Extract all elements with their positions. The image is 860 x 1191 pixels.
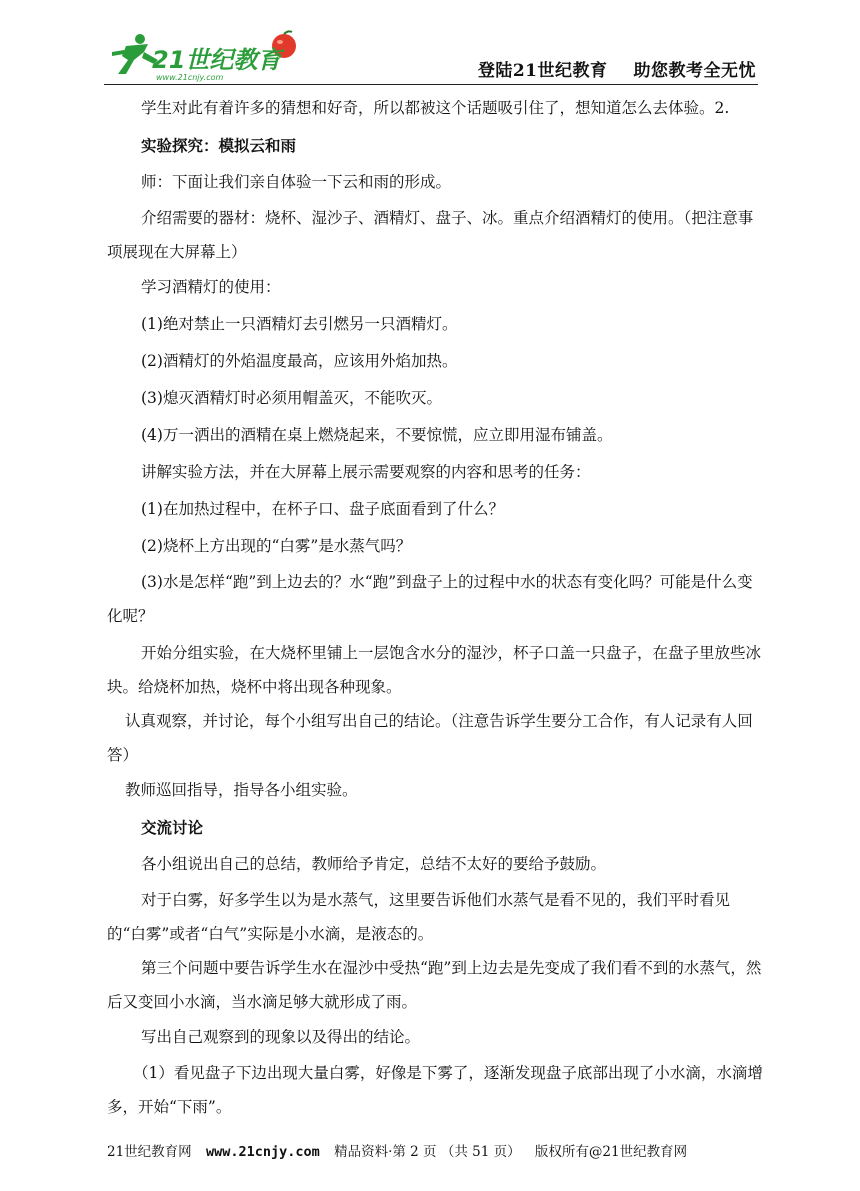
footer-site: 21世纪教育网 bbox=[107, 1144, 192, 1160]
list-item: (2)烧杯上方出现的“白雾”是水蒸气吗？ bbox=[141, 537, 412, 555]
paragraph: 介绍需要的器材：烧杯、湿沙子、酒精灯、盘子、冰。重点介绍酒精灯的使用。（把注意事项展现在大屏幕上） bbox=[107, 209, 754, 261]
footer-page-info: 精品资料·第 2 页 （共 51 页） bbox=[334, 1144, 521, 1160]
paragraph: 教师巡回指导，指导各小组实验。 bbox=[125, 781, 358, 799]
header-login-text: 登陆21世纪教育 bbox=[477, 61, 608, 81]
list-item: (2)酒精灯的外焰温度最高，应该用外焰加热。 bbox=[141, 352, 458, 370]
paragraph: 讲解实验方法，并在大屏幕上展示需要观察的内容和思考的任务： bbox=[141, 463, 591, 481]
paragraph: 写出自己观察到的现象以及得出的结论。 bbox=[141, 1028, 421, 1046]
site-logo[interactable] bbox=[104, 30, 304, 82]
footer-copyright: 版权所有@21世纪教育网 bbox=[534, 1144, 688, 1160]
section-heading: 交流讨论 bbox=[141, 818, 204, 837]
header-title bbox=[478, 56, 756, 81]
list-item: (4)万一洒出的酒精在桌上燃烧起来，不要惊慌，应立即用湿布铺盖。 bbox=[141, 426, 613, 444]
page-footer bbox=[107, 1140, 697, 1160]
list-item: (1)绝对禁止一只酒精灯去引燃另一只酒精灯。 bbox=[141, 315, 458, 333]
section-heading: 实验探究：模拟云和雨 bbox=[141, 136, 297, 155]
svg-text:www.21cnjy.com: www.21cnjy.com bbox=[156, 73, 224, 82]
list-item: （1）看见盘子下边出现大量白雾，好像是下雾了，逐渐发现盘子底部出现了小水滴，水滴增多，开始“下雨”。 bbox=[107, 1064, 763, 1116]
paragraph: 各小组说出自己的总结，教师给予肯定，总结不太好的要给予鼓励。 bbox=[141, 855, 607, 873]
svg-text:21世纪教育: 21世纪教育 bbox=[152, 46, 282, 74]
footer-url-link[interactable]: www.21cnjy.com bbox=[205, 1144, 320, 1160]
paragraph: 第三个问题中要告诉学生水在湿沙中受热“跑”到上边去是先变成了我们看不到的水蒸气，然后又变回小水滴，当水滴足够大就形成了雨。 bbox=[107, 959, 762, 1011]
paragraph: 对于白雾，好多学生以为是水蒸气，这里要告诉他们水蒸气是看不见的，我们平时看见的“白雾”或者“白气”实际是小水滴，是液态的。 bbox=[107, 891, 731, 943]
list-item: (3)水是怎样“跑”到上边去的？水“跑”到盘子上的过程中水的状态有变化吗？可能是什么变化呢？ bbox=[107, 573, 753, 625]
header-divider bbox=[104, 84, 758, 85]
paragraph: 师：下面让我们亲自体验一下云和雨的形成。 bbox=[141, 173, 452, 191]
document-body bbox=[107, 90, 763, 1124]
paragraph: 开始分组实验，在大烧杯里铺上一层饱含水分的湿沙，杯子口盖一只盘子，在盘子里放些冰块。给烧杯加热，烧杯中将出现各种现象。 bbox=[107, 644, 762, 696]
list-item: (1)在加热过程中，在杯子口、盘子底面看到了什么？ bbox=[141, 500, 504, 518]
paragraph: 认真观察，并讨论，每个小组写出自己的结论。（注意告诉学生要分工合作，有人记录有人回答） bbox=[107, 712, 753, 764]
page-header bbox=[104, 30, 756, 84]
paragraph: 学生对此有着许多的猜想和好奇，所以都被这个话题吸引住了，想知道怎么去体验。2. bbox=[141, 99, 730, 117]
paragraph: 学习酒精灯的使用： bbox=[141, 278, 281, 296]
list-item: (3)熄灭酒精灯时必须用帽盖灭，不能吹灭。 bbox=[141, 389, 442, 407]
header-slogan: 助您教考全无忧 bbox=[633, 61, 756, 81]
